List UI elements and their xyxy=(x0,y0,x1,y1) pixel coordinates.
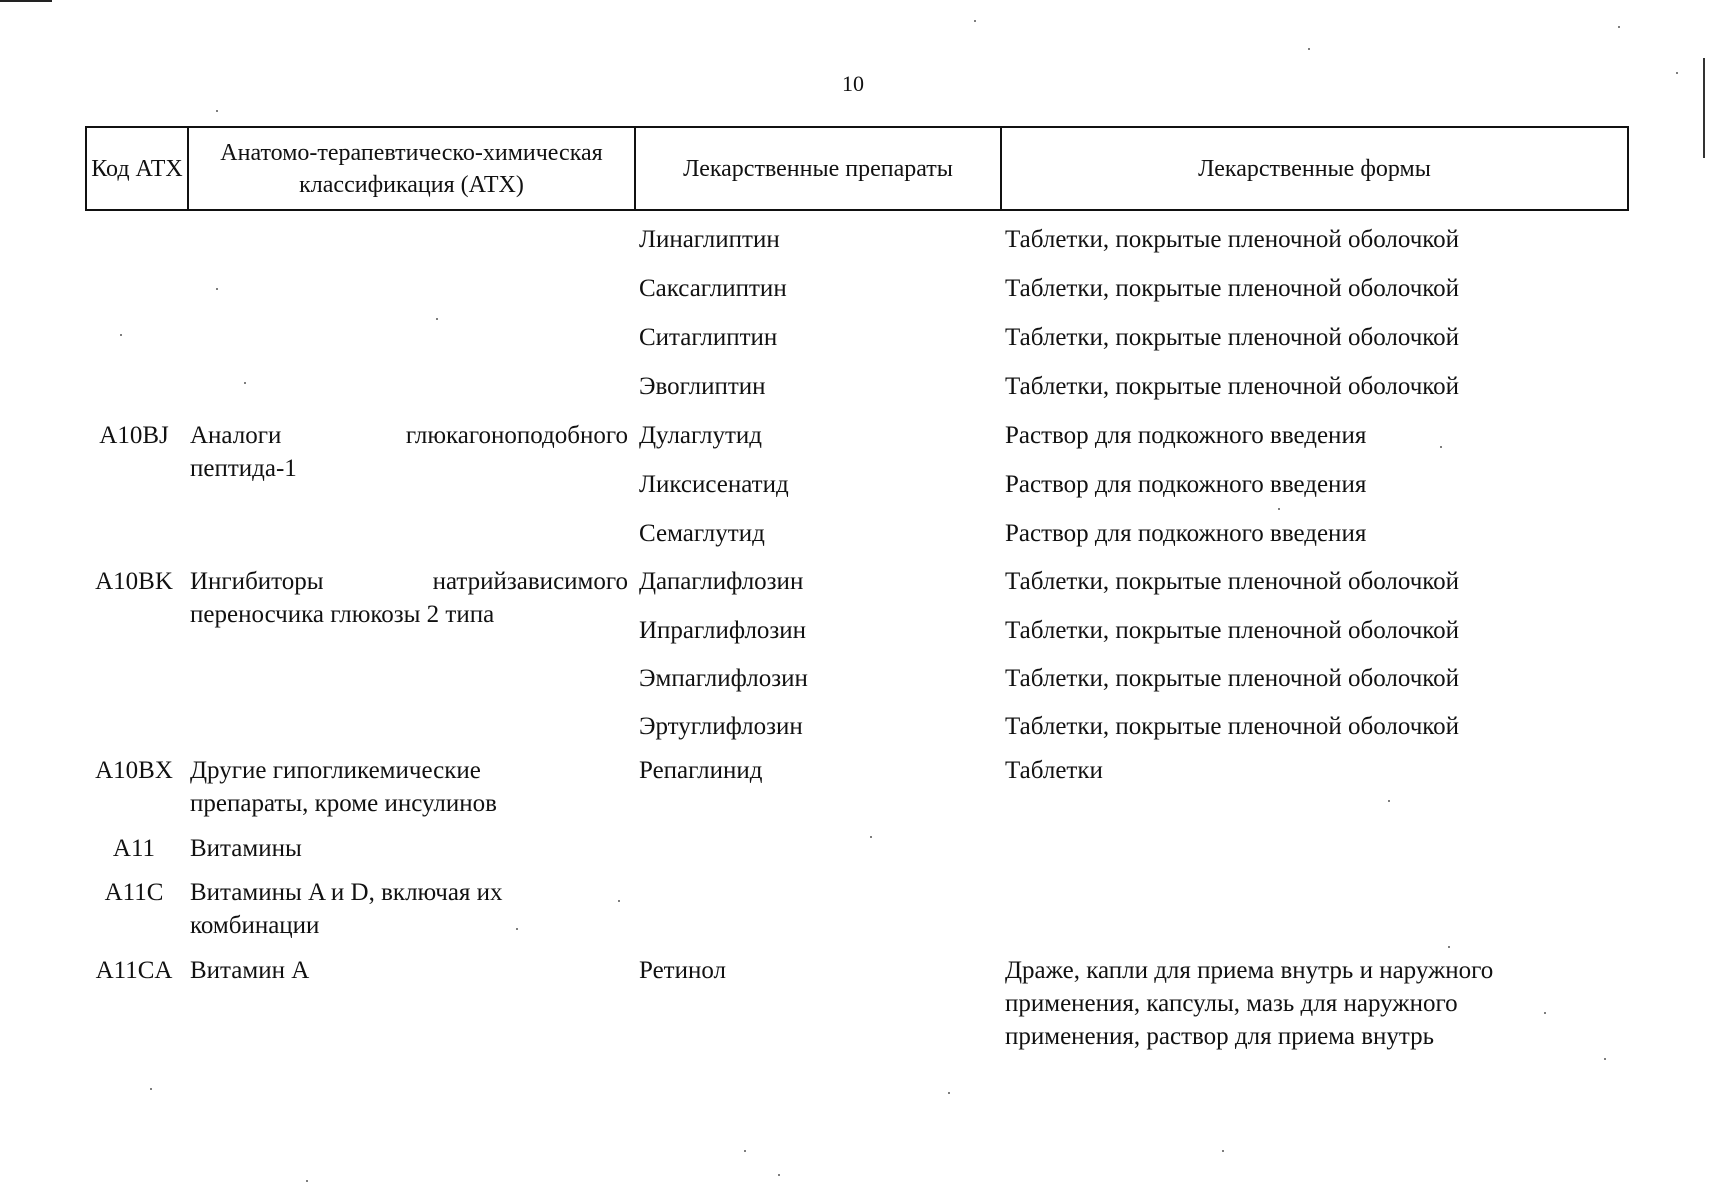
atc-code: A11 xyxy=(112,835,156,862)
scan-speck xyxy=(948,1092,950,1094)
classification-line: препараты, кроме инсулинов xyxy=(190,790,497,817)
scan-speck xyxy=(1604,1058,1606,1060)
drug-name: Эмпаглифлозин xyxy=(639,665,808,692)
scan-speck xyxy=(1308,48,1310,50)
dosage-form: Таблетки xyxy=(1005,757,1103,784)
atc-code: A10BJ xyxy=(99,422,169,449)
classification-continuation: пептида-1 xyxy=(190,455,297,482)
dosage-form: Таблетки, покрытые пленочной оболочкой xyxy=(1005,665,1460,692)
classification-word: Ингибиторы xyxy=(190,568,324,595)
atc-code: A10BK xyxy=(95,568,173,595)
atc-code: A10BX xyxy=(95,757,173,784)
drug-name: Линаглиптин xyxy=(639,226,780,253)
dosage-form: Таблетки, покрытые пленочной оболочкой xyxy=(1005,324,1460,351)
drug-name: Дулаглутид xyxy=(639,422,763,449)
scan-speck xyxy=(1278,508,1280,510)
scan-speck xyxy=(1388,800,1390,802)
classification-word: глюкагоноподобного xyxy=(405,422,628,449)
dosage-form: Раствор для подкожного введения xyxy=(1005,471,1367,498)
drug-name: Эртуглифлозин xyxy=(639,713,803,740)
classification-line: Витамины A и D, включая их xyxy=(190,879,503,906)
scan-speck xyxy=(150,1088,152,1090)
drug-name: Эвоглиптин xyxy=(639,373,766,400)
scan-edge-mark xyxy=(1703,58,1705,158)
classification-line: комбинации xyxy=(190,912,320,939)
dosage-form xyxy=(1005,954,1595,1053)
scan-speck xyxy=(870,836,872,838)
header-classification: Анатомо-терапевтическо-химическая классификация (АТХ) xyxy=(189,128,636,209)
scan-speck xyxy=(216,288,218,290)
dosage-form: Таблетки, покрытые пленочной оболочкой xyxy=(1005,226,1460,253)
drug-name: Ситаглиптин xyxy=(639,324,778,351)
classification-continuation: переносчика глюкозы 2 типа xyxy=(190,601,495,628)
atc-classification xyxy=(190,876,628,942)
scan-speck xyxy=(516,928,518,930)
dosage-form: Раствор для подкожного введения xyxy=(1005,422,1367,449)
drug-name: Репаглинид xyxy=(639,757,763,784)
scan-speck xyxy=(1222,1150,1224,1152)
header-drugs: Лекарственные препараты xyxy=(636,128,1002,209)
classification-line: Другие гипогликемические xyxy=(190,757,481,784)
scan-speck xyxy=(1544,1012,1546,1014)
dosage-form: Раствор для подкожного введения xyxy=(1005,520,1367,547)
scan-speck xyxy=(1440,446,1442,448)
dosage-form-line: Драже, капли для приема внутрь и наружного xyxy=(1005,957,1494,984)
atc-code: A11C xyxy=(104,879,164,906)
dosage-form: Таблетки, покрытые пленочной оболочкой xyxy=(1005,275,1460,302)
drug-name: Дапаглифлозин xyxy=(639,568,804,595)
classification-word: Аналоги xyxy=(190,422,282,449)
atc-classification xyxy=(190,419,628,485)
drug-name: Ликсисенатид xyxy=(639,471,789,498)
scan-speck xyxy=(744,1150,746,1152)
scan-speck xyxy=(1448,946,1450,948)
classification-line: Витамин А xyxy=(190,957,310,984)
drug-name: Ретинол xyxy=(639,957,726,984)
dosage-form: Таблетки, покрытые пленочной оболочкой xyxy=(1005,713,1460,740)
scan-speck xyxy=(778,1174,780,1176)
atc-code: A11CA xyxy=(95,957,173,984)
header-code: Код АТХ xyxy=(87,128,189,209)
scan-speck xyxy=(618,900,620,902)
table-header xyxy=(85,126,1629,211)
atc-classification xyxy=(190,754,628,820)
classification-word: натрийзависимого xyxy=(432,568,628,595)
drug-name: Саксаглиптин xyxy=(639,275,787,302)
classification-line: Витамины xyxy=(190,835,302,862)
dosage-form: Таблетки, покрытые пленочной оболочкой xyxy=(1005,568,1460,595)
drug-name: Ипраглифлозин xyxy=(639,617,807,644)
dosage-form-line: применения, капсулы, мазь для наружного xyxy=(1005,990,1458,1017)
scan-speck xyxy=(306,1180,308,1182)
scan-speck xyxy=(1618,26,1620,28)
scan-speck xyxy=(974,20,976,22)
atc-classification xyxy=(190,565,628,631)
dosage-form: Таблетки, покрытые пленочной оболочкой xyxy=(1005,373,1460,400)
scan-speck xyxy=(436,318,438,320)
scan-speck xyxy=(120,334,122,336)
scan-speck xyxy=(244,382,246,384)
scan-speck xyxy=(1676,72,1678,74)
dosage-form: Таблетки, покрытые пленочной оболочкой xyxy=(1005,617,1460,644)
header-forms: Лекарственные формы xyxy=(1198,155,1431,182)
page-number: 10 xyxy=(842,71,864,96)
scan-edge-line xyxy=(0,0,52,2)
scan-speck xyxy=(216,110,218,112)
dosage-form-line: применения, раствор для приема внутрь xyxy=(1005,1023,1435,1050)
drug-name: Семаглутид xyxy=(639,520,765,547)
